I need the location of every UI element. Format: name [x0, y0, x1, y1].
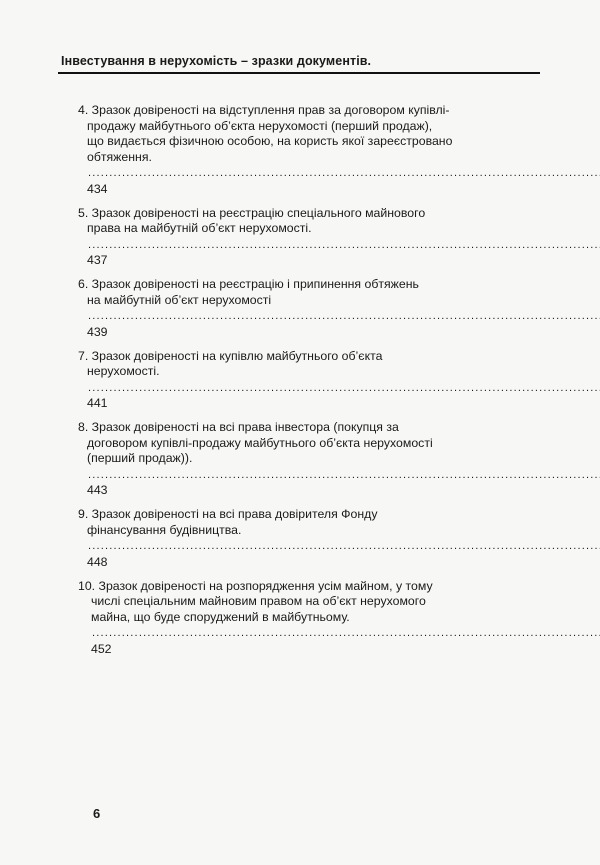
- toc-page-number: 448: [87, 554, 108, 569]
- toc-entry-line: нерухомості.: [87, 364, 160, 378]
- toc-entry-8[interactable]: [78, 420, 514, 499]
- toc-page-number: 437: [87, 253, 108, 267]
- toc-entry-line: 5. Зразок довіреності на реєстрацію спеціального майнового: [78, 205, 426, 220]
- toc-entry-line: (перший продаж)).: [87, 451, 193, 465]
- toc-entry-line: 8. Зразок довіреності на всі права інвестора (покупця за: [78, 420, 399, 434]
- page-number: 6: [93, 806, 101, 821]
- toc-page-number: 434: [87, 181, 108, 196]
- toc-entry-4[interactable]: [78, 103, 514, 197]
- toc-entry-line: обтяження.: [87, 149, 152, 164]
- toc-entry-line: на майбутній об’єкт нерухомості: [87, 292, 272, 307]
- toc-entry-5[interactable]: [78, 206, 514, 269]
- toc-page-number: 452: [91, 641, 112, 656]
- toc-entry-line: 6. Зразок довіреності на реєстрацію і припинення обтяжень: [78, 277, 419, 291]
- toc-entry-line: майна, що буде споруджений в майбутньому.: [91, 609, 350, 624]
- toc-entry-6[interactable]: [78, 277, 514, 340]
- toc-entry-last-line: [78, 221, 514, 269]
- toc-entry-last-line: [78, 293, 514, 341]
- dot-leader: [88, 239, 600, 251]
- dot-leader: [88, 167, 600, 179]
- table-of-contents: [78, 103, 514, 666]
- toc-entry-last-line: [78, 610, 514, 658]
- toc-entry-line: числі спеціальним майновим правом на об’єкт нерухомого: [91, 594, 426, 608]
- toc-entry-line: 7. Зразок довіреності на купівлю майбутнього об’єкта: [78, 348, 383, 363]
- toc-entry-line: 9. Зразок довіреності на всі права довірителя Фонду: [78, 507, 378, 521]
- toc-entry-line: що видається фізичною особою, на користь якої зареєстровано: [87, 134, 453, 148]
- toc-entry-line: права на майбутній об’єкт нерухомості.: [87, 221, 312, 235]
- header-rule: [58, 72, 540, 74]
- toc-entry-line: продажу майбутнього об’єкта нерухомості (перший продаж),: [87, 118, 433, 133]
- dot-leader: [88, 310, 600, 322]
- toc-entry-last-line: [78, 150, 514, 198]
- dot-leader: [88, 382, 600, 394]
- toc-entry-line: фінансування будівництва.: [87, 522, 242, 537]
- dot-leader: [88, 540, 600, 552]
- toc-page-number: 443: [87, 483, 108, 497]
- toc-entry-last-line: [78, 451, 514, 499]
- toc-entry-last-line: [78, 364, 514, 412]
- toc-entry-9[interactable]: [78, 507, 514, 570]
- toc-entry-line: 10. Зразок довіреності на розпорядження усім майном, у тому: [78, 578, 433, 593]
- toc-entry-line: 4. Зразок довіреності на відступлення прав за договором купівлі-: [78, 103, 450, 117]
- running-header: Інвестування в нерухомість – зразки документів.: [61, 54, 372, 68]
- dot-leader: [88, 469, 600, 481]
- toc-page-number: 441: [87, 396, 108, 410]
- toc-entry-line: договором купівлі-продажу майбутнього об’єкта нерухомості: [87, 435, 433, 450]
- toc-entry-last-line: [78, 523, 514, 571]
- toc-entry-10[interactable]: [78, 579, 514, 658]
- dot-leader: [92, 627, 600, 639]
- toc-page-number: 439: [87, 324, 108, 339]
- toc-entry-7[interactable]: [78, 349, 514, 412]
